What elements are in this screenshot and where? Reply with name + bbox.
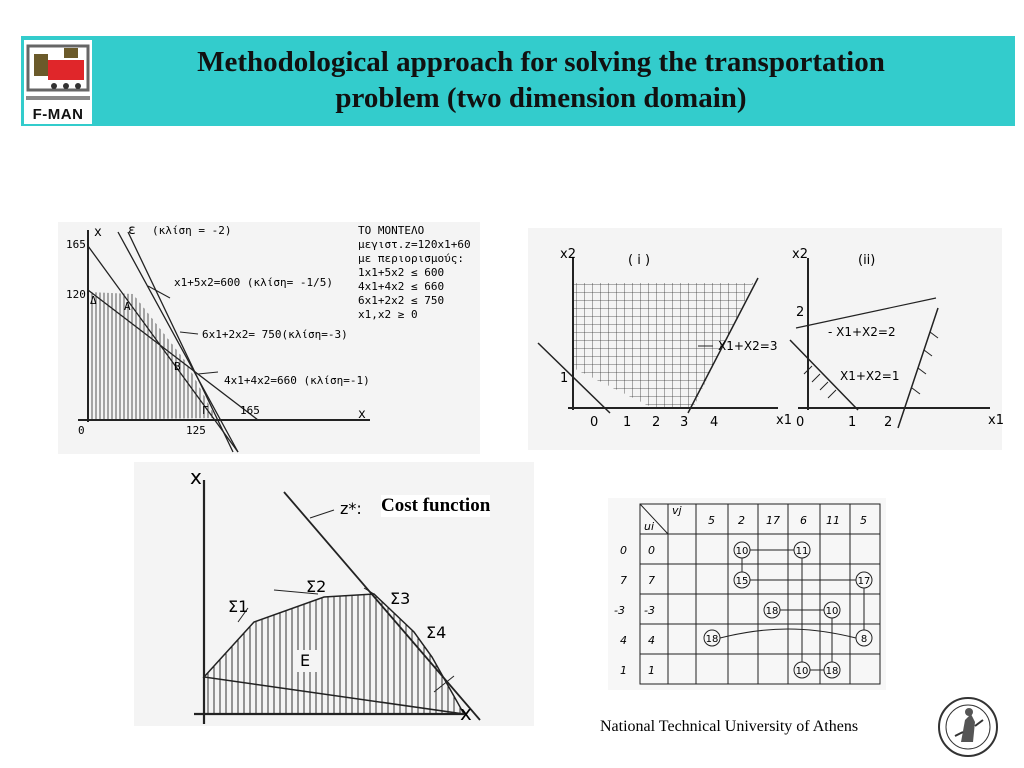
header-vj: vj (672, 504, 682, 517)
allocation-circle (704, 630, 720, 646)
case-i-x-tick-2: 2 (652, 415, 661, 430)
u-inner-1: 0 (648, 544, 655, 557)
cases-panel (528, 228, 1002, 450)
epsilon-slope-label: (κλίση = -2) (152, 224, 232, 237)
v-value-2: 2 (738, 514, 745, 527)
lp-graph-panel (58, 222, 480, 454)
point-b: Β (174, 360, 181, 373)
allocation-circle (794, 662, 810, 678)
cell-value: 10 (825, 606, 839, 617)
cost-function-caption: Cost function (381, 495, 491, 516)
y-tick-120: 120 (66, 288, 86, 301)
v-value-3: 17 (766, 514, 780, 527)
model-title: ΤΟ ΜΟΝΤΕΛΟ (358, 224, 425, 237)
allocation-circle (856, 572, 872, 588)
point-delta: Δ (90, 294, 97, 307)
u-inner-2: 7 (648, 574, 655, 587)
case-i-line-label: X1+X2=3 (718, 339, 778, 353)
allocation-circle (824, 602, 840, 618)
page-title (101, 44, 981, 116)
case-i-y-tick-1: 1 (560, 371, 569, 386)
cell-value: 11 (795, 546, 809, 557)
case-ii-origin: 0 (796, 415, 805, 430)
case-i-x-tick-4: 4 (710, 415, 719, 430)
x1-axis-label: x (358, 407, 366, 422)
epsilon-label: ε (128, 223, 136, 238)
logo-text: F-MAN (32, 106, 84, 123)
sigma3-label: Σ3 (390, 589, 411, 608)
line1-label: x1+5x2=600 (κλίση= -1/5) (174, 276, 333, 289)
allocation-circle (764, 602, 780, 618)
sigma2-label: Σ2 (306, 577, 327, 596)
constraint-2: 4x1+4x2 ≤ 660 (358, 280, 445, 293)
header-band (21, 36, 1015, 126)
point-a: Α (124, 300, 131, 313)
case-i-x1-label: x1 (776, 413, 792, 428)
zstar-label: z*: (340, 499, 362, 518)
allocation-circle (824, 662, 840, 678)
cell-value: 15 (735, 576, 749, 587)
v-value-5: 11 (826, 514, 840, 527)
v-value-6: 5 (860, 514, 867, 527)
x-tick-125: 125 (186, 424, 206, 437)
u-left-2: 7 (620, 574, 627, 587)
u-left-3: -3 (614, 604, 625, 617)
case-ii-x-tick-2: 2 (884, 415, 893, 430)
u-inner-3: -3 (644, 604, 655, 617)
case-i-x-tick-0: 0 (590, 415, 599, 430)
cell-value: 18 (825, 666, 839, 677)
constraint-3: 6x1+2x2 ≤ 750 (358, 294, 445, 307)
fman-logo (24, 40, 92, 124)
case-ii-label: (ii) (858, 253, 876, 268)
sigma4-label: Σ4 (426, 623, 447, 642)
cost-x1-label: x (460, 701, 472, 725)
allocation-circle (794, 542, 810, 558)
cell-value: 10 (735, 546, 749, 557)
case-ii-x1-label: x1 (988, 413, 1004, 428)
case-ii-x-tick-1: 1 (848, 415, 857, 430)
header-ui: ui (644, 520, 655, 533)
line3-label: 4x1+4x2=660 (κλίση=-1) (224, 374, 370, 387)
university-seal-icon (937, 696, 999, 758)
x2-axis-label: x (94, 225, 102, 240)
cell-value: 17 (857, 576, 871, 587)
case-ii-x2-label: x2 (792, 247, 808, 262)
allocation-circle (856, 630, 872, 646)
case-i-x2-label: x2 (560, 247, 576, 262)
constraint-4: x1,x2 ≥ 0 (358, 308, 418, 321)
sigma1-label: Σ1 (228, 597, 249, 616)
title-line-1: Methodological approach for solving the transportation (197, 46, 885, 78)
footer-university: National Technical University of Athens (600, 718, 859, 735)
allocation-circle (734, 572, 750, 588)
u-inner-4: 4 (648, 634, 655, 647)
u-left-1: 0 (620, 544, 627, 557)
origin-label: 0 (78, 424, 85, 437)
u-left-5: 1 (620, 664, 627, 677)
logo-graphic (24, 40, 92, 110)
u-inner-5: 1 (648, 664, 655, 677)
region-e-label: Ε (300, 651, 311, 670)
case-i-x-tick-1: 1 (623, 415, 632, 430)
model-box (358, 224, 471, 321)
title-line-2: problem (two dimension domain) (335, 82, 747, 114)
x-tick-165: 165 (240, 404, 260, 417)
cost-x2-label: x (190, 465, 202, 489)
case-ii-line-b-label: X1+X2=1 (840, 369, 900, 383)
v-value-4: 6 (800, 514, 807, 527)
cell-value: 18 (705, 634, 719, 645)
u-left-4: 4 (620, 634, 627, 647)
cell-value: 18 (765, 606, 779, 617)
constraint-1: 1x1+5x2 ≤ 600 (358, 266, 445, 279)
line2-label: 6x1+2x2= 750(κλίση=-3) (202, 328, 348, 341)
case-ii-line-a-label: - X1+X2=2 (828, 325, 896, 339)
allocation-circle (734, 542, 750, 558)
model-objective: μεγιστ.z=120x1+60 (358, 238, 471, 251)
cell-value: 10 (795, 666, 809, 677)
case-i-x-tick-3: 3 (680, 415, 689, 430)
y-tick-165: 165 (66, 238, 86, 251)
case-i-label: ( i ) (628, 253, 651, 268)
transport-table-panel (608, 498, 886, 690)
case-ii-y-tick-2: 2 (796, 305, 805, 320)
v-value-1: 5 (708, 514, 715, 527)
point-g: Γ (202, 404, 209, 417)
cell-value: 8 (860, 634, 868, 645)
model-subject: με περιορισμούς: (358, 252, 464, 265)
